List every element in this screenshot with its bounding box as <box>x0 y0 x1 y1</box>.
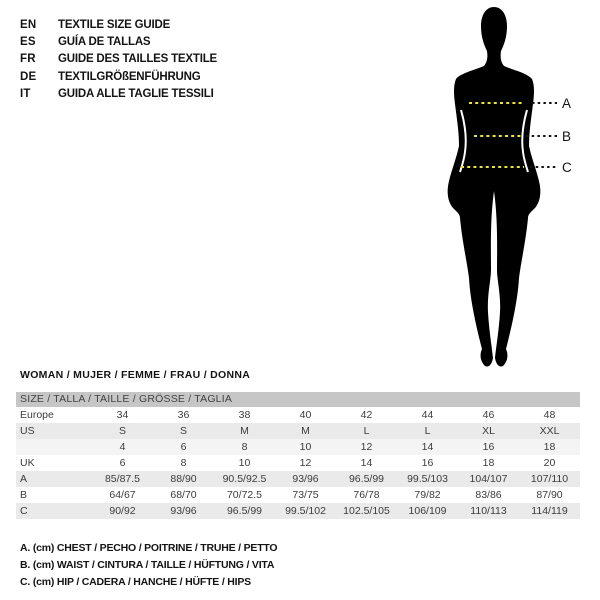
table-cell: 18 <box>482 457 495 469</box>
table-cell: XL <box>482 425 495 437</box>
table-cell: 104/107 <box>469 473 508 485</box>
language-title: GUIDE DES TAILLES TEXTILE <box>58 53 217 66</box>
table-cell: 85/87.5 <box>104 473 141 485</box>
table-cell: S <box>179 425 187 437</box>
table-row <box>16 423 580 439</box>
table-cell: 93/96 <box>292 473 319 485</box>
table-row <box>16 407 580 423</box>
section-title: WOMAN / MUJER / FEMME / FRAU / DONNA <box>20 369 251 381</box>
size-table-rows <box>16 407 580 519</box>
table-cell: 93/96 <box>170 505 197 517</box>
table-cell: 12 <box>299 457 312 469</box>
table-cell: 87/90 <box>536 489 563 501</box>
legend-line-waist: B. (cm) WAIST / CINTURA / TAILLE / HÜFTUNG / VITA <box>20 558 275 571</box>
table-cell: 88/90 <box>170 473 197 485</box>
woman-silhouette-icon <box>448 7 541 367</box>
table-cell: 16 <box>421 457 434 469</box>
table-cell: 96.5/99 <box>226 505 263 517</box>
language-title: GUIDA ALLE TAGLIE TESSILI <box>58 88 214 101</box>
row-label: C <box>20 505 28 517</box>
table-row <box>16 455 580 471</box>
table-cell: 44 <box>421 409 434 421</box>
table-cell: 83/86 <box>475 489 502 501</box>
table-header: SIZE / TALLA / TAILLE / GRÖSSE / TAGLIA <box>16 392 580 407</box>
table-cell: 38 <box>238 409 251 421</box>
table-cell: 16 <box>482 441 495 453</box>
table-cell: 90.5/92.5 <box>222 473 267 485</box>
table-cell: XXL <box>539 425 560 437</box>
language-code: ES <box>20 36 36 49</box>
legend-line-chest: A. (cm) CHEST / PECHO / POITRINE / TRUHE / PETTO <box>20 542 278 554</box>
language-row <box>20 86 217 103</box>
language-title-block <box>20 16 217 103</box>
table-cell: S <box>118 425 126 437</box>
table-cell: 73/75 <box>292 489 319 501</box>
table-cell: 6 <box>119 457 126 469</box>
language-code: IT <box>20 88 31 101</box>
size-table <box>16 392 580 519</box>
language-title: TEXTILGRÖßENFÜHRUNG <box>58 70 201 83</box>
table-cell: 10 <box>238 457 251 469</box>
language-code: FR <box>20 53 36 66</box>
row-label: US <box>20 425 35 437</box>
table-cell: 70/72.5 <box>226 489 263 501</box>
table-cell: M <box>240 425 249 437</box>
table-cell: M <box>301 425 310 437</box>
table-cell: 6 <box>180 441 187 453</box>
table-cell: 12 <box>360 441 373 453</box>
row-label: B <box>20 489 28 501</box>
row-label: Europe <box>20 409 54 421</box>
row-label: A <box>20 473 28 485</box>
table-cell: 107/110 <box>530 473 569 485</box>
marker-label-hip: C <box>562 160 572 175</box>
table-row <box>16 439 580 455</box>
table-cell: 68/70 <box>170 489 197 501</box>
language-row <box>20 51 217 68</box>
table-cell: 79/82 <box>414 489 441 501</box>
table-cell: 8 <box>180 457 187 469</box>
table-cell: L <box>424 425 431 437</box>
table-cell: 96.5/99 <box>348 473 385 485</box>
table-cell: 90/92 <box>109 505 136 517</box>
language-title: GUÍA DE TALLAS <box>58 36 151 49</box>
table-cell: 106/109 <box>408 505 447 517</box>
table-cell: 20 <box>543 457 556 469</box>
table-cell: 18 <box>543 441 556 453</box>
table-cell: 110/113 <box>470 505 507 517</box>
woman-figure <box>440 0 600 380</box>
table-cell: 10 <box>299 441 312 453</box>
table-cell: 46 <box>482 409 495 421</box>
table-cell: 102.5/105 <box>343 505 390 517</box>
table-cell: 99.5/102 <box>285 505 326 517</box>
table-cell: 14 <box>360 457 373 469</box>
row-label <box>16 439 92 455</box>
table-cell: 14 <box>421 441 434 453</box>
table-cell: 36 <box>177 409 190 421</box>
table-cell: 4 <box>119 441 126 453</box>
table-cell: 99.5/103 <box>407 473 448 485</box>
table-cell: 34 <box>116 409 129 421</box>
table-row <box>16 471 580 487</box>
language-code: EN <box>20 18 37 31</box>
language-row <box>20 33 217 50</box>
table-cell: 42 <box>360 409 373 421</box>
marker-label-waist: B <box>562 129 572 144</box>
language-code: DE <box>20 70 37 83</box>
table-cell: 114/119 <box>531 505 568 517</box>
table-cell: 76/78 <box>353 489 380 501</box>
table-cell: 8 <box>241 441 248 453</box>
language-row <box>20 68 217 85</box>
table-cell: 64/67 <box>109 489 136 501</box>
table-cell: 48 <box>543 409 556 421</box>
measurement-legend <box>20 542 277 592</box>
table-row <box>16 503 580 519</box>
legend-line-hip: C. (cm) HIP / CADERA / HANCHE / HÜFTE / HIPS <box>20 575 251 588</box>
table-cell: 40 <box>299 409 312 421</box>
language-title: TEXTILE SIZE GUIDE <box>58 18 171 31</box>
table-cell: L <box>363 425 370 437</box>
marker-label-chest: A <box>562 96 572 111</box>
language-row <box>20 16 217 33</box>
table-row <box>16 487 580 503</box>
row-label: UK <box>20 457 35 469</box>
